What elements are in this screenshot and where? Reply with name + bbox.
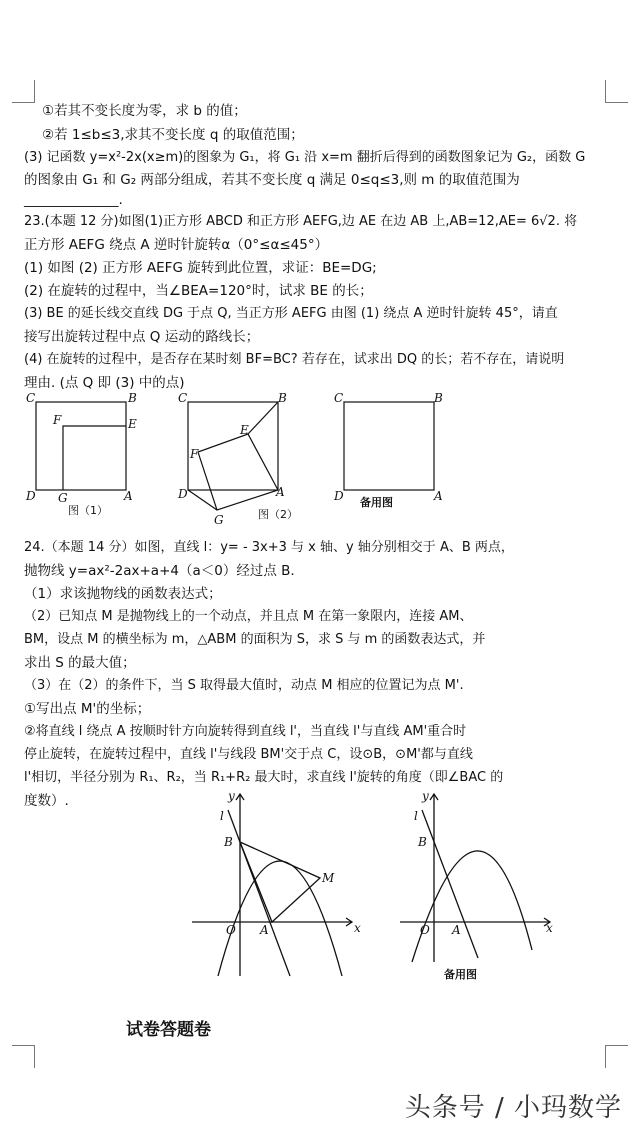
label-l-main: l bbox=[220, 809, 224, 823]
label-C-spare: C bbox=[334, 391, 344, 405]
label-B-fig1: B bbox=[128, 391, 137, 405]
label-A-fig1: A bbox=[124, 489, 133, 503]
q24-line-1: 24.（本题 14 分）如图，直线 l：y= - 3x+3 与 x 轴、y 轴分别相交于 A、B 两点， bbox=[24, 540, 514, 555]
corner-mark-bottom-left bbox=[12, 1045, 35, 1068]
watermark: 头条号 / 小玛数学 bbox=[404, 1093, 622, 1123]
q22-line-1: ①若其不变长度为零，求 b 的值； bbox=[42, 103, 247, 119]
q23-line-3: (1) 如图 (2) 正方形 AEFG 旋转到此位置，求证：BE=DG; bbox=[24, 260, 377, 276]
label-x-spare: x bbox=[546, 921, 553, 935]
label-G-fig2: G bbox=[214, 513, 224, 527]
q24-line-7: （3）在（2）的条件下，当 S 取得最大值时，动点 M 相应的位置记为点 M'. bbox=[24, 678, 464, 693]
q24-line-12: 度数）. bbox=[24, 793, 69, 809]
label-D-fig2: D bbox=[178, 487, 188, 501]
corner-mark-bottom-right bbox=[605, 1045, 628, 1068]
label-M-main: M bbox=[322, 871, 335, 885]
q24-line-11: l'相切，半径分别为 R₁、R₂，当 R₁+R₂ 最大时，求直线 l'旋转的角度（即∠BAC 的 bbox=[24, 770, 504, 785]
spare-fig-caption: 备用图 bbox=[360, 496, 393, 509]
label-A-fig2: A bbox=[276, 485, 285, 499]
q23-line-2: 正方形 AEFG 绕点 A 逆时针旋转α（0°≤α≤45°） bbox=[24, 237, 329, 253]
label-y-spare: y bbox=[422, 789, 429, 803]
q24-line-10: 停止旋转，在旋转过程中，直线 l'与线段 BM'交于点 C，设⊙B，⊙M'都与直线 bbox=[24, 747, 473, 762]
label-A-spare: A bbox=[434, 489, 443, 503]
q24-spare-caption: 备用图 bbox=[444, 968, 477, 981]
q22-line-3: (3) 记函数 y=x²-2x(x≥m)的图象为 G₁，将 G₁ 沿 x=m 翻折后得到的函数图象记为 G₂，函数 G bbox=[24, 150, 586, 165]
label-F-fig2: F bbox=[190, 447, 199, 461]
q24-line-8: ①写出点 M'的坐标； bbox=[24, 701, 151, 717]
label-x-main: x bbox=[354, 921, 361, 935]
q23-line-8: 理由. (点 Q 即 (3) 中的点) bbox=[24, 375, 185, 391]
label-D-spare: D bbox=[334, 489, 344, 503]
label-y-main: y bbox=[228, 789, 235, 803]
q24-line-4: （2）已知点 M 是抛物线上的一个动点，并且点 M 在第一象限内，连接 AM、 bbox=[24, 609, 473, 624]
q23-line-6: 接写出旋转过程中点 Q 运动的路线长； bbox=[24, 329, 260, 345]
label-A-spare: A bbox=[452, 923, 461, 937]
label-E-fig2: E bbox=[240, 423, 249, 437]
q22-line-5: ______________. bbox=[24, 192, 123, 208]
q23-figures bbox=[20, 388, 460, 528]
q24-line-9: ②将直线 l 绕点 A 按顺时针方向旋转得到直线 l'，当直线 l'与直线 AM'重合时 bbox=[24, 724, 467, 739]
label-C-fig1: C bbox=[26, 391, 36, 405]
q24-line-6: 求出 S 的最大值； bbox=[24, 655, 136, 671]
answer-sheet-title: 试卷答题卷 bbox=[126, 1020, 211, 1040]
fig2-caption: 图（2） bbox=[258, 508, 298, 521]
label-B-spare: B bbox=[418, 835, 427, 849]
label-O-main: O bbox=[226, 923, 236, 937]
label-O-spare: O bbox=[420, 923, 430, 937]
label-G-fig1: G bbox=[58, 491, 68, 505]
corner-mark-top-right bbox=[605, 80, 628, 103]
q22-line-4: 的图象由 G₁ 和 G₂ 两部分组成，若其不变长度 q 满足 0≤q≤3,则 m 的取值范围为 bbox=[24, 172, 520, 188]
q24-line-3: （1）求该抛物线的函数表达式； bbox=[24, 586, 222, 602]
label-B-main: B bbox=[224, 835, 233, 849]
label-F-fig1: F bbox=[53, 413, 62, 427]
label-B-fig2: B bbox=[278, 391, 287, 405]
q23-fig1 bbox=[36, 402, 126, 490]
corner-mark-top-left bbox=[12, 80, 35, 103]
q23-fig2 bbox=[188, 402, 278, 510]
label-A-main: A bbox=[260, 923, 269, 937]
q24-line-5: BM，设点 M 的横坐标为 m，△ABM 的面积为 S，求 S 与 m 的函数表达式，并 bbox=[24, 632, 486, 647]
q23-spare-fig bbox=[344, 402, 434, 490]
label-E-fig1: E bbox=[128, 417, 137, 431]
q23-line-1: 23.(本题 12 分)如图(1)正方形 ABCD 和正方形 AEFG,边 AE 在边 AB 上,AB=12,AE= 6√2. 将 bbox=[24, 214, 578, 229]
label-l-spare: l bbox=[414, 809, 418, 823]
q24-main-fig bbox=[192, 794, 352, 976]
q23-line-7: (4) 在旋转的过程中，是否存在某时刻 BF=BC? 若存在，试求出 DQ 的长；若不存在，请说明 bbox=[24, 352, 565, 367]
q22-line-2: ②若 1≤b≤3,求其不变长度 q 的取值范围； bbox=[42, 127, 304, 143]
fig1-caption: 图（1） bbox=[68, 504, 108, 517]
q23-line-4: (2) 在旋转的过程中，当∠BEA=120°时，试求 BE 的长； bbox=[24, 283, 373, 299]
label-C-fig2: C bbox=[178, 391, 188, 405]
q24-line-2: 抛物线 y=ax²-2ax+a+4（a＜0）经过点 B. bbox=[24, 563, 295, 579]
q23-line-5: (3) BE 的延长线交直线 DG 于点 Q, 当正方形 AEFG 由图 (1) 绕点 A 逆时针旋转 45°，请直 bbox=[24, 306, 558, 321]
label-D-fig1: D bbox=[26, 489, 36, 503]
label-B-spare: B bbox=[434, 391, 443, 405]
q24-figures bbox=[180, 786, 580, 986]
